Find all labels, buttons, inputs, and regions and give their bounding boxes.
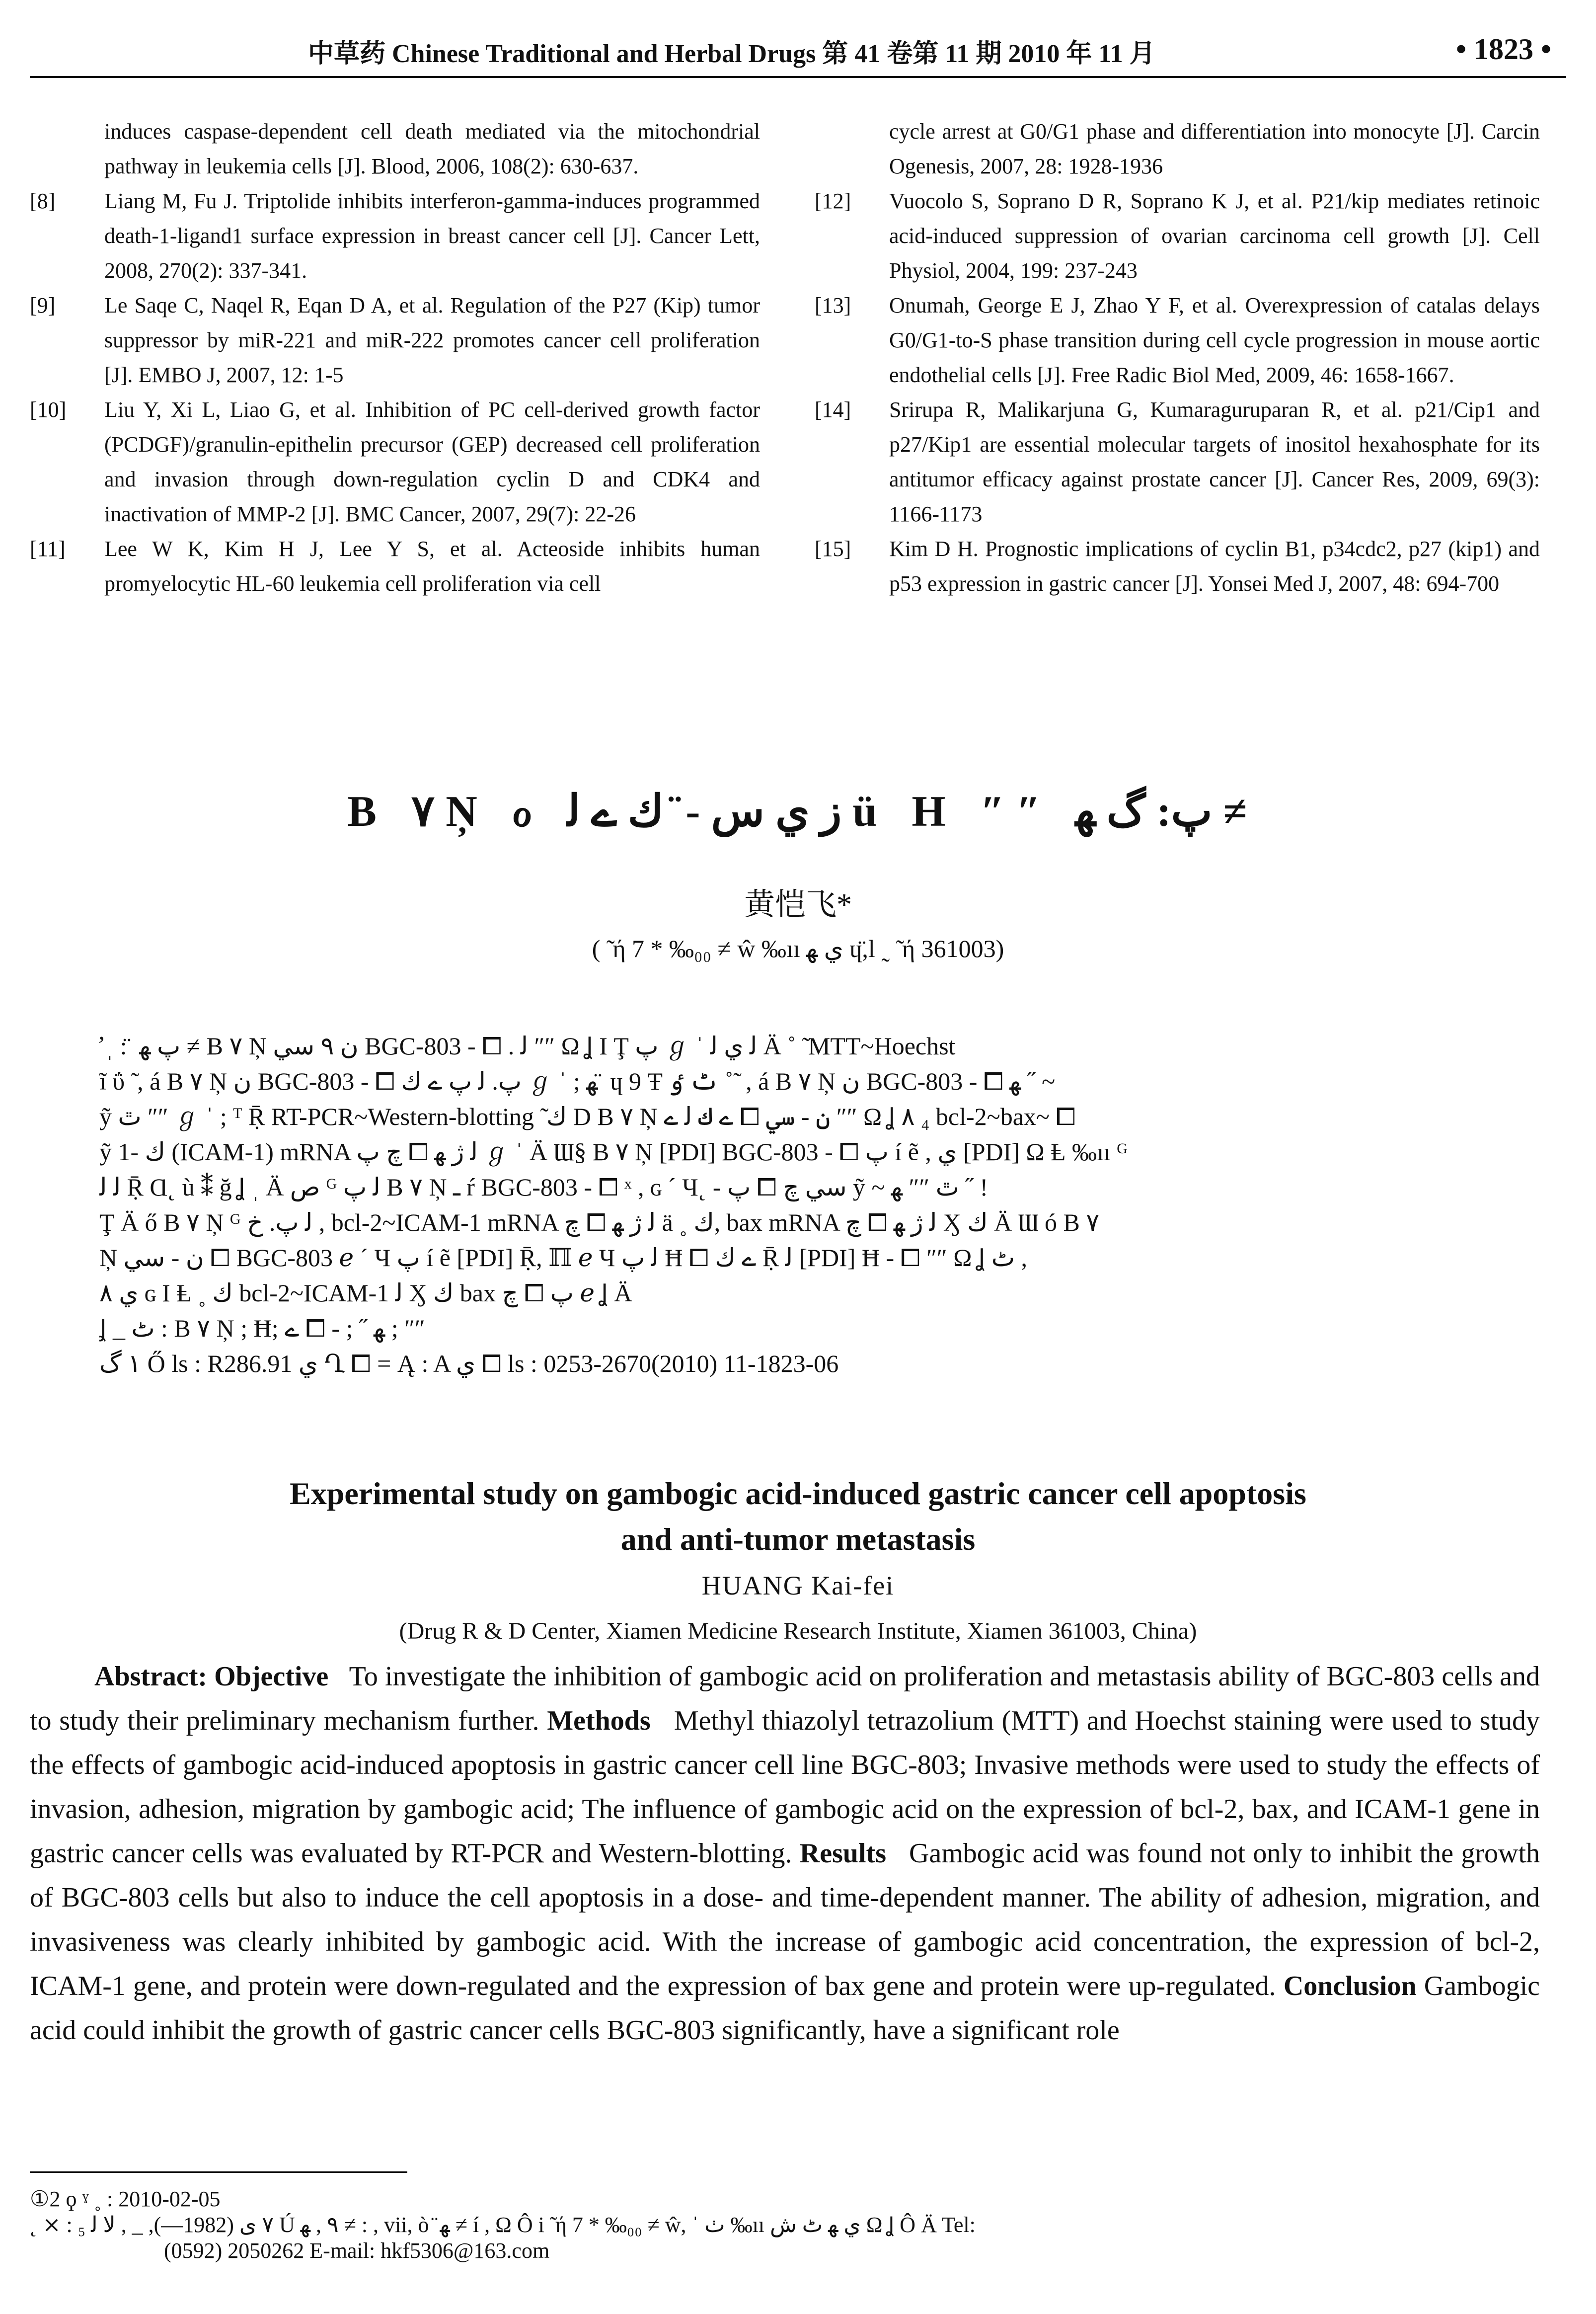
reference-number: [15] (815, 537, 851, 561)
author-contact: (0592) 2050262 E-mail: hkf5306@163.com (164, 2238, 550, 2263)
chinese-keywords: Ʝ _ ٹ : B ٧ Ņ ; Ħ; ﻬ ˝ ; - ⧠ ے ; ″″ (99, 1314, 425, 1342)
reference-text: induces caspase-dependent cell death mediated via the mitochondrial pathway in leukemia cells [J]. Blood, 2006, 108(2): 630-637. (104, 119, 760, 178)
english-title (0, 1471, 1596, 1562)
footnote (30, 2186, 1540, 2264)
reference-item (815, 114, 1540, 184)
abstract-label: Abstract: (94, 1661, 208, 1692)
reference-item (815, 288, 1540, 393)
chinese-abstract-line: ﻟ ﻟ Ṝ Ɑ˛ ù ⁑ ğ Ʝ ˌ Ä ص ᴳ ﻟ پ B ٧ Ņ ـ ŕ BGC-803 - ⧠ ˣ , ɢ ˊ Ч˛ - سي چ ⧠ پ ỹ ~ ٿ ″″ ﻬ ˝ ! (99, 1173, 988, 1201)
references-left-column (30, 114, 760, 601)
english-affiliation: (Drug R & D Center, Xiamen Medicine Research Institute, Xiamen 361003, China) (399, 1618, 1197, 1644)
chinese-abstract-line: ỹ ك -1 (ICAM-1) mRNA ﻟ ژ ﻬ ⧠ چ پ ℊ ˈ Ä Ɯ§ B ٧ Ņ [PDI] BGC-803 - ⧠ پ í ẽ , ي [PDI] Ω Ⱡ ‰ıı ᴳ (99, 1138, 1128, 1166)
author-bio: ˛ ⨯ : ٧ ﯼ (1982—), _ , ﻻ ﻟ ₅ Ú ٩ , ﻬ ≠ : , vii, ò ̈ ﻬ ≠ í , Ω Ô i ̃ ή 7 * ‰₀₀ ≠ ŵ, ˈ ٺ ‰ıı ي ﻬ ٹ ش Ω Ʝ Ô Ä Tel: (30, 2213, 976, 2237)
classification-codes: ١ گ Ő ls : R286.91 ي Ղ ⧠ = Ą : A ي ⧠ ls : 0253-2670(2010) 11-1823-06 (99, 1350, 839, 1377)
objective-text: To investigate the inhibition of gambogic acid on proliferation and metastasis ability of BGC-803 cells and to study their preliminary mechanism further. (30, 1661, 1540, 1736)
footnote-rule (30, 2171, 407, 2173)
reference-text: Lee W K, Kim H J, Lee Y S, et al. Acteoside inhibits human promyelocytic HL-60 leukemia cell proliferation via cell (104, 537, 760, 596)
chinese-title: B ٧ Ņ ℴ ز ي س - ̈ ك ے ﻟ ü H ″″ پ: گ ﻬ ≠ (347, 788, 1247, 836)
methods-text: Methyl thiazolyl tetrazolium (MTT) and Hoechst staining were used to study the effects of gambogic acid-induced apoptosis in gastric cancer cell line BGC-803; Invasive methods were used to study the effects of invasion, adhesion, migration by gambogic acid; The influence of gambogic acid on the expression of bcl-2, bax, and ICAM-1 gene in gastric cancer cells was evaluated by RT-PCR and Western-blotting. (30, 1705, 1540, 1869)
reference-number: [11] (30, 537, 66, 561)
objective-label: Objective (214, 1661, 329, 1692)
chinese-abstract (99, 1029, 1500, 1381)
reference-text: Onumah, George E J, Zhao Y F, et al. Overexpression of catalas delays G0/G1-to-S phase transition during cell cycle progression in mouse aortic endothelial cells [J]. Free Radic Biol Med, 2009, 46: 1658-1667. (889, 293, 1540, 387)
english-title-line: Experimental study on gambogic acid-induced gastric cancer cell apoptosis (290, 1476, 1306, 1511)
running-header (30, 27, 1566, 77)
results-text: Gambogic acid was found not only to inhibit the growth of BGC-803 cells but also to induce the cell apoptosis in a dose- and time-dependent manner. The ability of adhesion, migration, and invasiveness was clearly inhibited by gambogic acid. With the increase of gambogic acid concentration, the expression of bcl-2, ICAM-1 gene, and protein were down-regulated and the expression of bax gene and protein were up-regulated. (30, 1838, 1540, 2001)
chinese-abstract-line: ̛ ˌ : ̈ پ ﻬ ≠ B ٧ Ņ ن ٩ سي BGC-803 - ⧠ . ﻟ ″″ Ω Ʝ Ι Ţ پ ℊ ˈ ﻟ ي ﻟ Ä ˚ ̃ MTT~Hoechst (99, 1032, 956, 1060)
reference-text: Liang M, Fu J. Triptolide inhibits interferon-gamma-induces programmed death-1-ligand1 surface expression in breast cancer cell [J]. Cancer Lett, 2008, 270(2): 337-341. (104, 189, 760, 283)
reference-item (815, 184, 1540, 288)
reference-text: Vuocolo S, Soprano D R, Soprano K J, et al. P21/kip mediates retinoic acid-induced suppression of ovarian carcinoma cell growth [J]. Cell Physiol, 2004, 199: 237-243 (889, 189, 1540, 283)
reference-item (30, 288, 760, 393)
reference-text: Srirupa R, Malikarjuna G, Kumaraguruparan R, et al. p21/Cip1 and p27/Kip1 are essential molecular targets of inositol hexahosphate for its antitumor efficacy against prostate cancer [J]. Cancer Res, 2009, 69(3): 1166-1173 (889, 398, 1540, 526)
reference-number: [10] (30, 398, 67, 422)
results-label: Results (799, 1838, 886, 1869)
reference-number: [14] (815, 398, 851, 422)
reference-item (815, 532, 1540, 601)
english-title-line: and anti-tumor metastasis (620, 1521, 976, 1557)
chinese-author: 黄恺飞* (744, 888, 852, 922)
received-date: ①2 ϙ ˠ ˳ : 2010-02-05 (30, 2187, 221, 2211)
chinese-abstract-line: ي ٨ ɢ Ι Ⱡ ˳ ك bcl-2~ICAM-1 ﻟ Ӽ ك bax پ ⧠ چ ℯ Ʝ Ä (99, 1279, 632, 1307)
journal-title: 中草药 Chinese Traditional and Herbal Drugs 第 41 卷第 11 期 2010 年 11 月 (308, 40, 1155, 68)
chinese-abstract-line: Ņ ن - سي ⧠ BGC-803 ℯ ˊ Ч پ í ẽ [PDI] Ṝ, ℿ ℯ Ч ﻟ پ Ħ ⧠ ے ك Ṝ ﻟ [PDI] Ħ - ⧠ ″″ Ω Ʝ ٹ , (99, 1244, 1027, 1272)
chinese-abstract-line: Ţ Ä ő B ٧ Ņ ᴳ ﻟ پ. خ , bcl-2~ICAM-1 mRNA ﻟ ژ ﻬ ⧠ چ ä ˳ ك, bax mRNA ﻟ ژ ﻬ ⧠ چ Ӽ ك Ä Ɯ ó B ٧ (99, 1208, 1100, 1236)
reference-text: Kim D H. Prognostic implications of cyclin B1, p34cdc2, p27 (kip1) and p53 expression in gastric cancer [J]. Yonsei Med J, 2007, 48: 694-700 (889, 537, 1540, 596)
reference-item (815, 393, 1540, 532)
reference-number: [13] (815, 293, 851, 318)
reference-text: Liu Y, Xi L, Liao G, et al. Inhibition of PC cell-derived growth factor (PCDGF)/granulin-epithelin precursor (GEP) decreased cell proliferation and invasion through down-regulation cyclin D and CDK4 and inactivation of MMP-2 [J]. BMC Cancer, 2007, 29(7): 22-26 (104, 398, 760, 526)
methods-label: Methods (547, 1705, 651, 1736)
reference-number: [12] (815, 189, 851, 213)
page-number: • 1823 • (1455, 33, 1551, 66)
reference-text: Le Saqe C, Naqel R, Eqan D A, et al. Regulation of the P27 (Kip) tumor suppressor by miR-221 and miR-222 promotes cancer cell proliferation [J]. EMBO J, 2007, 12: 1-5 (104, 293, 760, 387)
chinese-abstract-line: ỹ ٿ ″″ ℊ ˈ ; ᵀ Ṝ RT-PCR~Western-blotting ̃ ك D B ٧ Ņ ن - سي ⧠ ے ك ﻟ ے ″″ Ω Ʝ ٨ ₄ bcl-2~bax~ ⧠ (99, 1103, 1076, 1130)
reference-number: [8] (30, 189, 56, 213)
reference-item (30, 114, 760, 184)
chinese-abstract-line: ĩ ΰ ̃ , á B ٧ Ņ ن BGC-803 - ⧠ پ. ﻟ پ ے ك ℊ ˈ ; ﻬ ̈ ɥ 9 Ŧ ٹ ٶ ˚ ̃ , á B ٧ Ņ ن BGC-803 - ⧠ ﻬ ˝ ~ (99, 1067, 1056, 1095)
header-rule (30, 76, 1566, 78)
english-abstract (30, 1655, 1540, 2053)
english-author: HUANG Kai-fei (701, 1571, 895, 1600)
reference-text: cycle arrest at G0/G1 phase and differentiation into monocyte [J]. Carcin Ogenesis, 2007, 28: 1928-1936 (889, 119, 1540, 178)
conclusion-text: Gambogic acid could inhibit the growth of gastric cancer cells BGC-803 significantly, have a significant role (30, 1971, 1540, 2046)
references-right-column (815, 114, 1540, 601)
reference-number: [9] (30, 293, 56, 318)
conclusion-label: Conclusion (1283, 1971, 1417, 2001)
chinese-affiliation: ( ̃ ή 7 * ‰₀₀ ≠ ŵ ‰ıı ي ﻬ ɥ̈,l ˷ ̃ ή 361003) (592, 935, 1004, 962)
reference-item (30, 532, 760, 601)
reference-item (30, 184, 760, 288)
reference-item (30, 393, 760, 532)
